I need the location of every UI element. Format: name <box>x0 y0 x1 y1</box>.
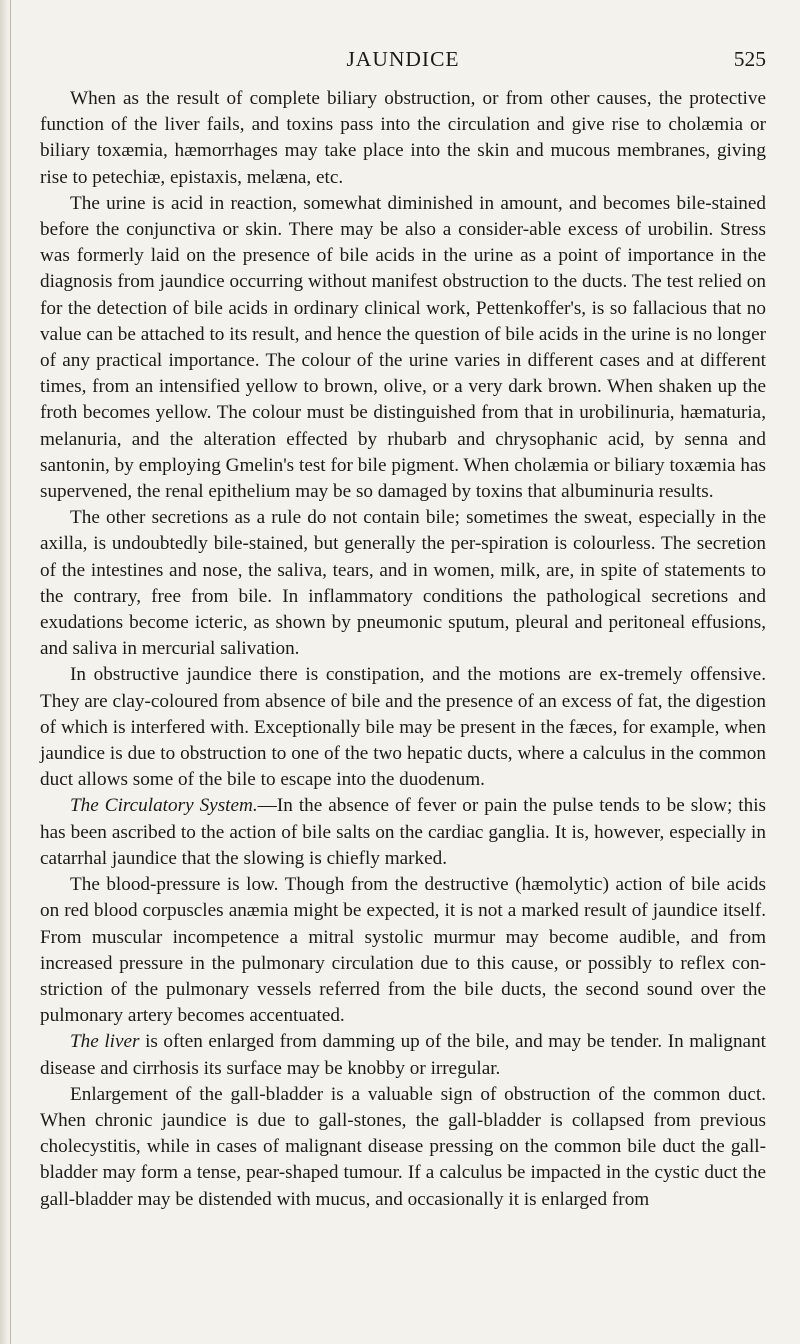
paragraph-text: When as the result of complete biliary obstruction, or from other causes, the protective function of the liver fails, and toxins pass into the circulation and give rise to cholæmia or biliary toxæmia, hæmorrhages may take place into the skin and mucous membranes, giving rise to petechiæ, epistaxis, melæna, etc. <box>40 88 766 188</box>
paragraph <box>40 872 766 1029</box>
section-heading: The Circulatory System. <box>70 795 258 817</box>
paragraph-circulatory-system <box>40 793 766 872</box>
page-number: 525 <box>733 47 766 71</box>
paragraph <box>40 191 766 505</box>
paragraph-text: is often enlarged from damming up of the bile, and may be tender. In malignant disease and cirrhosis its surface may be knobby or irregular. <box>40 1031 767 1079</box>
page-header <box>40 47 766 73</box>
running-head: JAUNDICE <box>346 47 460 71</box>
paragraph-text: The other secretions as a rule do not contain bile; sometimes the sweat, especially in the axilla, is undoubtedly bile-stained, but generally the per-spiration is colourless. The secretion of the intestines and nose, the saliva, tears, and in women, milk, are, in spite of statements to the contrary, free from bile. In inflammatory conditions the pathological secretions and exudations become icteric, as shown by pneumonic sputum, pleural and peritoneal effusions, and saliva in mercurial salivation. <box>40 507 766 660</box>
page-binding-edge <box>0 0 11 1344</box>
paragraph <box>40 662 766 793</box>
paragraph-text: Enlargement of the gall-bladder is a valuable sign of obstruction of the common duct. When chronic jaundice is due to gall-stones, the gall-bladder is collapsed from previous cholecystitis, while in cases of malignant disease pressing on the common bile duct the gall-bladder may form a tense, pear-shaped tumour. If a calculus be impacted in the cystic duct the gall-bladder may be distended with mucus, and occasionally it is enlarged from <box>40 1083 766 1210</box>
paragraph-text: The urine is acid in reaction, somewhat diminished in amount, and becomes bile-stained before the conjunctiva or skin. There may be also a consider-able excess of urobilin. Stress was formerly laid on the presence of bile acids in the urine as a point of importance in the diagnosis from jaundice occurring without manifest obstruction to the ducts. The test relied on for the detection of bile acids in ordinary clinical work, Pettenkoffer's, is so fallacious that no value can be attached to its result, and hence the question of bile acids in the urine is no longer of any practical importance. The colour of the urine varies in different cases and at different times, from an intensified yellow to brown, olive, or a very dark brown. When shaken up the froth becomes yellow. The colour must be distinguished from that in urobilinuria, hæmaturia, melanuria, and the alteration effected by rhubarb and chrysophanic acid, by senna and santonin, by employing Gmelin's test for bile pigment. When cholæmia or biliary toxæmia has supervened, the renal epithelium may be so damaged by toxins that albuminuria results. <box>40 192 766 503</box>
paragraph <box>40 505 766 662</box>
paragraph <box>40 1082 766 1213</box>
paragraph-text: In obstructive jaundice there is constipation, and the motions are ex-tremely offensive. They are clay-coloured from absence of bile and the presence of an excess of fat, the digestion of which is interfered with. Exceptionally bile may be present in the fæces, for example, when jaundice is due to obstruction to one of the two hepatic ducts, where a calculus in the common duct allows some of the bile to escape into the duodenum. <box>40 664 766 791</box>
paragraph-liver <box>40 1029 766 1081</box>
paragraph-text: The blood-pressure is low. Though from the destructive (hæmolytic) action of bile acids on red blood corpuscles anæmia might be expected, it is not a marked result of jaundice itself. From muscular incompetence a mitral systolic murmur may become audible, and from increased pressure in the pulmonary circulation due to this cause, or possibly to reflex con-striction of the pulmonary vessels referred from the bile ducts, the second sound over the pulmonary artery becomes accentuated. <box>40 874 766 1027</box>
paragraph <box>40 86 766 191</box>
section-heading: The liver <box>70 1031 140 1053</box>
paragraph-text: —In the absence of fever or pain the pulse tends to be slow; this has been ascribed to the action of bile salts on the cardiac ganglia. It is, however, especially in catarrhal jaundice that the slowing is chiefly marked. <box>40 795 766 869</box>
body-text <box>40 86 766 1213</box>
